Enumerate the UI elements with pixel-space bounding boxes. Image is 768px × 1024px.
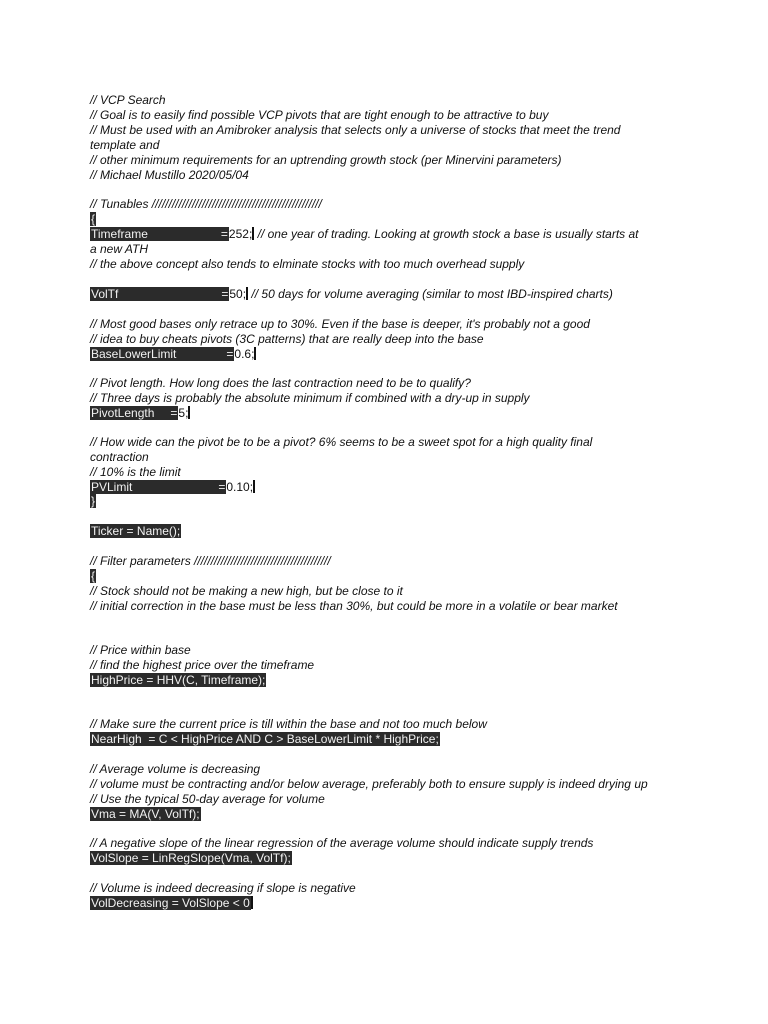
code-line-pivotlength	[90, 406, 190, 421]
filter-open-brace	[90, 569, 96, 584]
code-line-vma	[90, 807, 201, 822]
comment-price-1: // Price within base	[90, 643, 191, 657]
code-pivot-name: PivotLength =	[91, 406, 178, 420]
comment-pv-2: contraction	[90, 450, 149, 464]
code-volslope: VolSlope = LinRegSlope(Vma, VolTf);	[91, 851, 291, 865]
comment-filter-1: // Stock should not be making a new high, but be close to it	[90, 584, 403, 598]
code-voldecreasing: VolDecreasing = VolSlope < 0	[91, 896, 250, 910]
code-vma: Vma = MA(V, VolTf);	[91, 807, 200, 821]
code-nearhigh: NearHigh = C < HighPrice AND C > BaseLowerLimit * HighPrice;	[91, 732, 439, 746]
brace-close: }	[91, 494, 96, 508]
cursor-marker	[251, 896, 253, 909]
tunables-open-brace	[90, 212, 96, 227]
code-line-highprice	[90, 673, 266, 688]
comment-slope: // A negative slope of the linear regression of the average volume should indicate supply trends	[90, 836, 594, 850]
comment-title: // VCP Search	[90, 93, 166, 107]
code-line-timeframe	[90, 227, 639, 242]
brace-open: {	[91, 212, 96, 226]
brace-open: {	[91, 569, 96, 583]
code-line-baselowerlimit	[90, 347, 256, 362]
cursor-marker	[253, 480, 255, 493]
code-line-volslope	[90, 851, 292, 866]
code-highprice: HighPrice = HHV(C, Timeframe);	[91, 673, 266, 687]
comment-price-2: // find the highest price over the timeframe	[90, 658, 315, 672]
code-line-ticker	[90, 524, 181, 539]
comment-goal: // Goal is to easily find possible VCP pivots that are tight enough to be attractive to buy	[90, 108, 549, 122]
code-pivot-value: 5;	[178, 406, 189, 420]
cursor-marker	[188, 406, 190, 419]
cursor-marker	[252, 227, 254, 240]
comment-volume-1: // Average volume is decreasing	[90, 762, 261, 776]
comment-overhead-supply: // the above concept also tends to elminate stocks with too much overhead supply	[90, 257, 525, 271]
comment-base-2: // idea to buy cheats pivots (3C patterns) that are really deep into the base	[90, 332, 484, 346]
comment-pivot-2: // Three days is probably the absolute minimum if combined with a dry-up in supply	[90, 391, 530, 405]
comment-timeframe-cont: a new ATH	[90, 242, 149, 256]
code-base-value: 0.6;	[234, 347, 255, 361]
code-timeframe-name: Timeframe =	[91, 227, 228, 241]
cursor-marker	[254, 347, 256, 360]
comment-usage-cont: template and	[90, 138, 160, 152]
comment-pv-1: // How wide can the pivot be to be a pivot? 6% seems to be a sweet spot for a high quality final	[90, 435, 593, 449]
tunables-close-brace	[90, 494, 96, 509]
code-base-name: BaseLowerLimit =	[91, 347, 234, 361]
code-line-voldecreasing	[90, 896, 253, 911]
comment-filter-2: // initial correction in the base must be less than 30%, but could be more in a volatile or bear market	[90, 599, 618, 613]
code-ticker: Ticker = Name();	[91, 524, 181, 538]
comment-tunables-header: // Tunables ///////////////////////////////////////////////////	[90, 197, 322, 211]
comment-nearhigh: // Make sure the current price is till within the base and not too much below	[90, 717, 487, 731]
code-line-pvlimit	[90, 480, 255, 495]
comment-pivot-1: // Pivot length. How long does the last contraction need to be to qualify?	[90, 376, 471, 390]
comment-pv-3: // 10% is the limit	[90, 465, 181, 479]
comment-volume-2: // volume must be contracting and/or below average, preferably both to ensure supply is indeed drying up	[90, 777, 648, 791]
code-line-voltf	[90, 287, 613, 302]
comment-base-1: // Most good bases only retrace up to 30%. Even if the base is deeper, it's probably not a good	[90, 317, 590, 331]
comment-usage: // Must be used with an Amibroker analysis that selects only a universe of stocks that meet the trend	[90, 123, 621, 137]
code-timeframe-value: 252;	[228, 227, 253, 241]
comment-volume-3: // Use the typical 50-day average for volume	[90, 792, 325, 806]
comment-filter-header: // Filter parameters /////////////////////////////////////////	[90, 554, 331, 568]
code-voltf-name: VolTf =	[91, 287, 229, 301]
comment-voltf: // 50 days for volume averaging (similar to most IBD-inspired charts)	[251, 287, 613, 301]
code-pv-value: 0.10;	[226, 480, 254, 494]
code-voltf-value: 50;	[229, 287, 247, 301]
comment-decreasing: // Volume is indeed decreasing if slope is negative	[90, 881, 356, 895]
cursor-marker	[246, 287, 248, 300]
comment-author: // Michael Mustillo 2020/05/04	[90, 168, 249, 182]
code-pv-name: PVLimit =	[91, 480, 226, 494]
comment-timeframe: // one year of trading. Looking at growth stock a base is usually starts at	[257, 227, 639, 241]
code-line-nearhigh	[90, 732, 440, 747]
comment-requirements: // other minimum requirements for an uptrending growth stock (per Minervini parameters)	[90, 153, 562, 167]
